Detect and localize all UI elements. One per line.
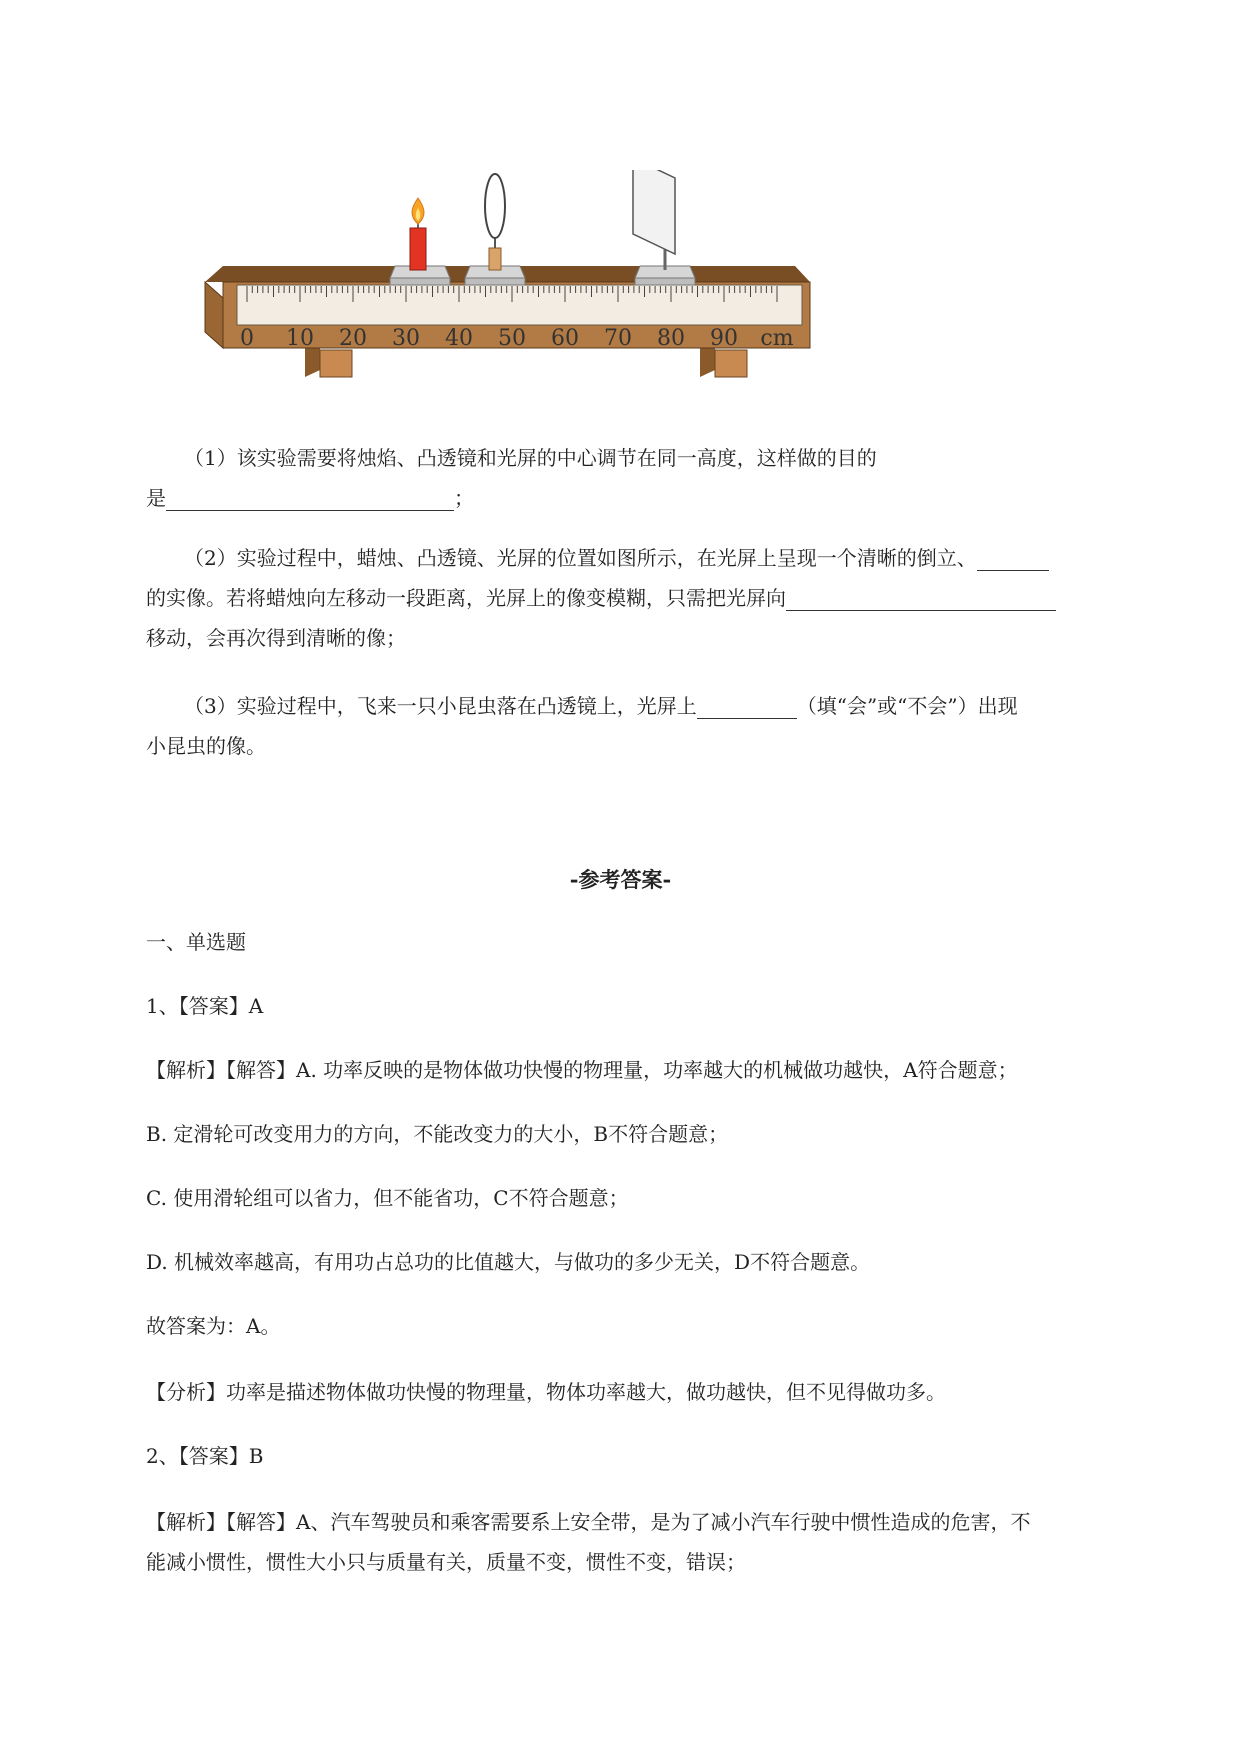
- answer-1-explanation: 【分析】功率是描述物体做功快慢的物理量，物体功率越大，做功越快，但不见得做功多。: [146, 1380, 946, 1404]
- answer-blank-4: [697, 692, 797, 719]
- candle-flame-icon: [412, 198, 424, 224]
- ruler-label: 90: [710, 326, 738, 351]
- ruler-label: cm: [760, 326, 794, 351]
- q2-text-b: 的实像。若将蜡烛向左移动一段距离，光屏上的像变模糊，只需把光屏向: [146, 586, 786, 610]
- q1-prefix: 是: [146, 486, 166, 510]
- answer-blank-1: [166, 484, 454, 511]
- ruler-label: 20: [339, 326, 367, 351]
- ruler-label: 60: [551, 326, 579, 351]
- ruler-label: 10: [286, 326, 314, 351]
- optical-bench-svg: [195, 170, 815, 390]
- q1-line-2: [146, 478, 1156, 518]
- q2-line-2: [146, 578, 1156, 618]
- convex-lens: [485, 174, 505, 238]
- answers-title: -参考答案-: [569, 867, 672, 892]
- answer-1-analysis: 【解析】【解答】A. 功率反映的是物体做功快慢的物理量，功率越大的机械做功越快，A符合题意；: [146, 1058, 1018, 1082]
- q2-text-a: （2）实验过程中，蜡烛、凸透镜、光屏的位置如图所示，在光屏上呈现一个清晰的倒立、: [184, 546, 977, 570]
- answer-1-option-c: C. 使用滑轮组可以省力，但不能省功，C不符合题意；: [146, 1186, 629, 1210]
- answer-blank-2: [977, 544, 1049, 571]
- answer-blank-3: [786, 584, 1056, 611]
- answer-2-analysis-line-1: 【解析】【解答】A、汽车驾驶员和乘客需要系上安全带，是为了减小汽车行驶中惯性造成的危害，不: [146, 1510, 1031, 1534]
- optical-bench-figure: [195, 170, 815, 390]
- ruler-label: 30: [392, 326, 420, 351]
- question-3: [146, 686, 1156, 766]
- q1-line-1: （1）该实验需要将烛焰、凸透镜和光屏的中心调节在同一高度，这样做的目的: [184, 446, 877, 470]
- q2-line-3: 移动，会再次得到清晰的像；: [146, 626, 406, 650]
- ruler-label: 50: [498, 326, 526, 351]
- candle: [410, 222, 426, 270]
- ruler-label: 40: [445, 326, 473, 351]
- q1-end: ；: [454, 486, 474, 510]
- answer-1-conclusion: 故答案为：A。: [146, 1314, 281, 1338]
- bench-side: [205, 282, 223, 348]
- q3-line-2: 小昆虫的像。: [146, 734, 266, 758]
- q2-line-1: [146, 538, 1156, 578]
- answer-1-option-d: D. 机械效率越高，有用功占总功的比值越大，与做功的多少无关，D不符合题意。: [146, 1250, 871, 1274]
- ruler-scale: [237, 285, 802, 325]
- answer-1-label: 1、【答案】A: [146, 994, 264, 1018]
- lens-holder: [465, 238, 525, 285]
- question-2: [146, 538, 1156, 658]
- answer-1-option-b: B. 定滑轮可改变用力的方向，不能改变力的大小，B不符合题意；: [146, 1122, 729, 1146]
- light-screen: [633, 170, 675, 254]
- q3-line-1: [146, 686, 1156, 726]
- ruler-label: 0: [240, 326, 254, 351]
- ruler-label: 70: [604, 326, 632, 351]
- answer-2-analysis: [146, 1502, 1156, 1582]
- q3-text-a: （3）实验过程中，飞来一只小昆虫落在凸透镜上，光屏上: [184, 694, 697, 718]
- section-heading: 一、单选题: [146, 930, 246, 954]
- question-1: [146, 438, 1156, 518]
- ruler-label: 80: [657, 326, 685, 351]
- q3-text-b: （填“会”或“不会”）出现: [796, 694, 1018, 718]
- answer-2-label: 2、【答案】B: [146, 1444, 264, 1468]
- answer-2-analysis-line-2: 能减小惯性，惯性大小只与质量有关，质量不变，惯性不变，错误；: [146, 1550, 746, 1574]
